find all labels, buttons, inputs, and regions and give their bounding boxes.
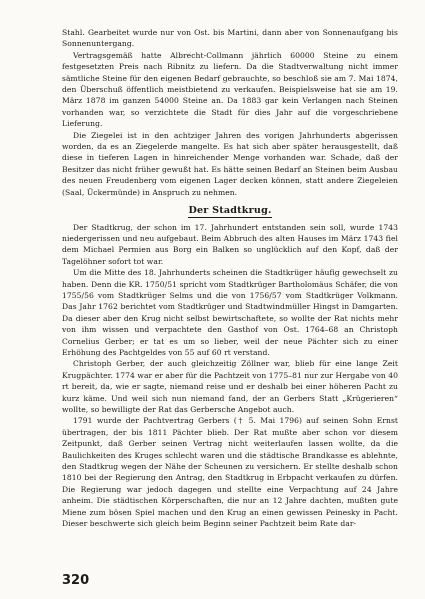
section-heading-text: Der Stadtkrug. [188,205,272,217]
paragraph: Um die Mitte des 18. Jahrhunderts scheinen die Stadtkrüger häufig gewechselt zu haben. Denn die KR. 1750/51 spricht vom Stadtkrüger Bartholomäus Schäfer, die von 1755/56 vom Stadtkrüger Selms und die von 1756/57 vom Stadtkrüger Volkmann. Das Jahr 1762 berichtet vom Stadtkrüger und Stadtwindmüller Hingst in Damgarten. Da dieser aber den Krug nicht selbst bewirtschaftete, so wollte der Rat nichts mehr von ihm wissen und verpachtete den Gasthof von Ost. 1764–68 an Christoph Cornelius Gerber; er tat es um so lieber, weil der neue Pächter sich zu einer Erhöhung des Pachtgeldes von 55 auf 60 rt verstand. [62,268,398,357]
section-heading [62,205,398,216]
body-text [62,27,398,529]
page-number: 320 [62,573,90,588]
paragraph: 1791 wurde der Pachtvertrag Gerbers († 5. Mai 1796) auf seinen Sohn Ernst übertragen, der bis 1811 Pächter blieb. Der Rat mußte aber schon vor diesem Zeitpunkt, daß Gerber seinen Vertrag nicht weiterlaufen lassen wollte, da die Baulichkeiten des Kruges schlecht waren und die städtische Brandkasse es ablehnte, den Stadtkrug wegen der Nähe der Scheunen zu versichern. Er stellte deshalb schon 1810 bei der Regierung den Antrag, den Stadtkrug in Erbpacht verkaufen zu dürfen. Die Regierung war jedoch dagegen und stellte eine Verpachtung auf 24 Jahre anheim. Die städtischen Körperschaften, die nur an 12 Jahre dachten, mußten gute Miene zum bösen Spiel machen und den Krug an einen gewissen Peinesky in Pacht. Dieser beschwerte sich gleich beim Beginn seiner Pachtzeit beim Rate dar- [62,416,398,529]
paragraph: Christoph Gerber, der auch gleichzeitig Zöllner war, blieb für eine lange Zeit Krugpächter. 1774 war er aber für die Pachtzeit von 1775–81 nur zur Hergabe von 40 rt bereit, da, wie er sagte, niemand reise und er deshalb bei einer höheren Pacht zu kurz käme. Und weil sich nun niemand fand, der an Gerbers Statt „Krügerieren“ wollte, so bewilligte der Rat das Gerbersche Angebot auch. [62,359,398,414]
paragraph: Der Stadtkrug, der schon im 17. Jahrhundert entstanden sein soll, wurde 1743 niedergerissen und neu aufgebaut. Beim Abbruch des alten Hauses im März 1743 fiel dem Michael Permien aus Borg ein Balken so unglücklich auf den Kopf, daß der Tagelöhner sofort tot war. [62,222,398,266]
paragraph: Die Ziegelei ist in den achtziger Jahren des vorigen Jahrhunderts abgerissen worden, da es an Ziegelerde mangelte. Es hat sich aber später herausgestellt, daß diese in tieferen Lagen in hinreichender Menge vorhanden war. Schade, daß der Besitzer das nicht früher gewußt hat. Es hätte seinen Bedarf an Steinen beim Ausbau des neuen Freudenberg vom eigenen Lager decken können, statt andere Ziegeleien (Saal, Ückermünde) in Anspruch zu nehmen. [62,130,398,197]
paragraph: Vertragsgemäß hatte Albrecht-Collmann jährlich 60000 Steine zu einem festgesetzten Preis nach Ribnitz zu liefern. Da die Stadtverwaltung nicht immer sämtliche Steine für den eigenen Bedarf gebrauchte, so beschloß sie am 7. Mai 1874, den Überschuß öffentlich meistbietend zu verkaufen. Beispielsweise hat sie am 19. März 1878 im ganzen 54000 Steine an. Da 1883 gar kein Verlangen nach Steinen vorhanden war, so verzichtete die Stadt für dies Jahr auf die vorgeschriebene Lieferung. [62,50,398,129]
paragraph: Stahl. Gearbeitet wurde nur von Ost. bis Martini, dann aber von Sonnenaufgang bis Sonnenuntergang. [62,28,398,49]
